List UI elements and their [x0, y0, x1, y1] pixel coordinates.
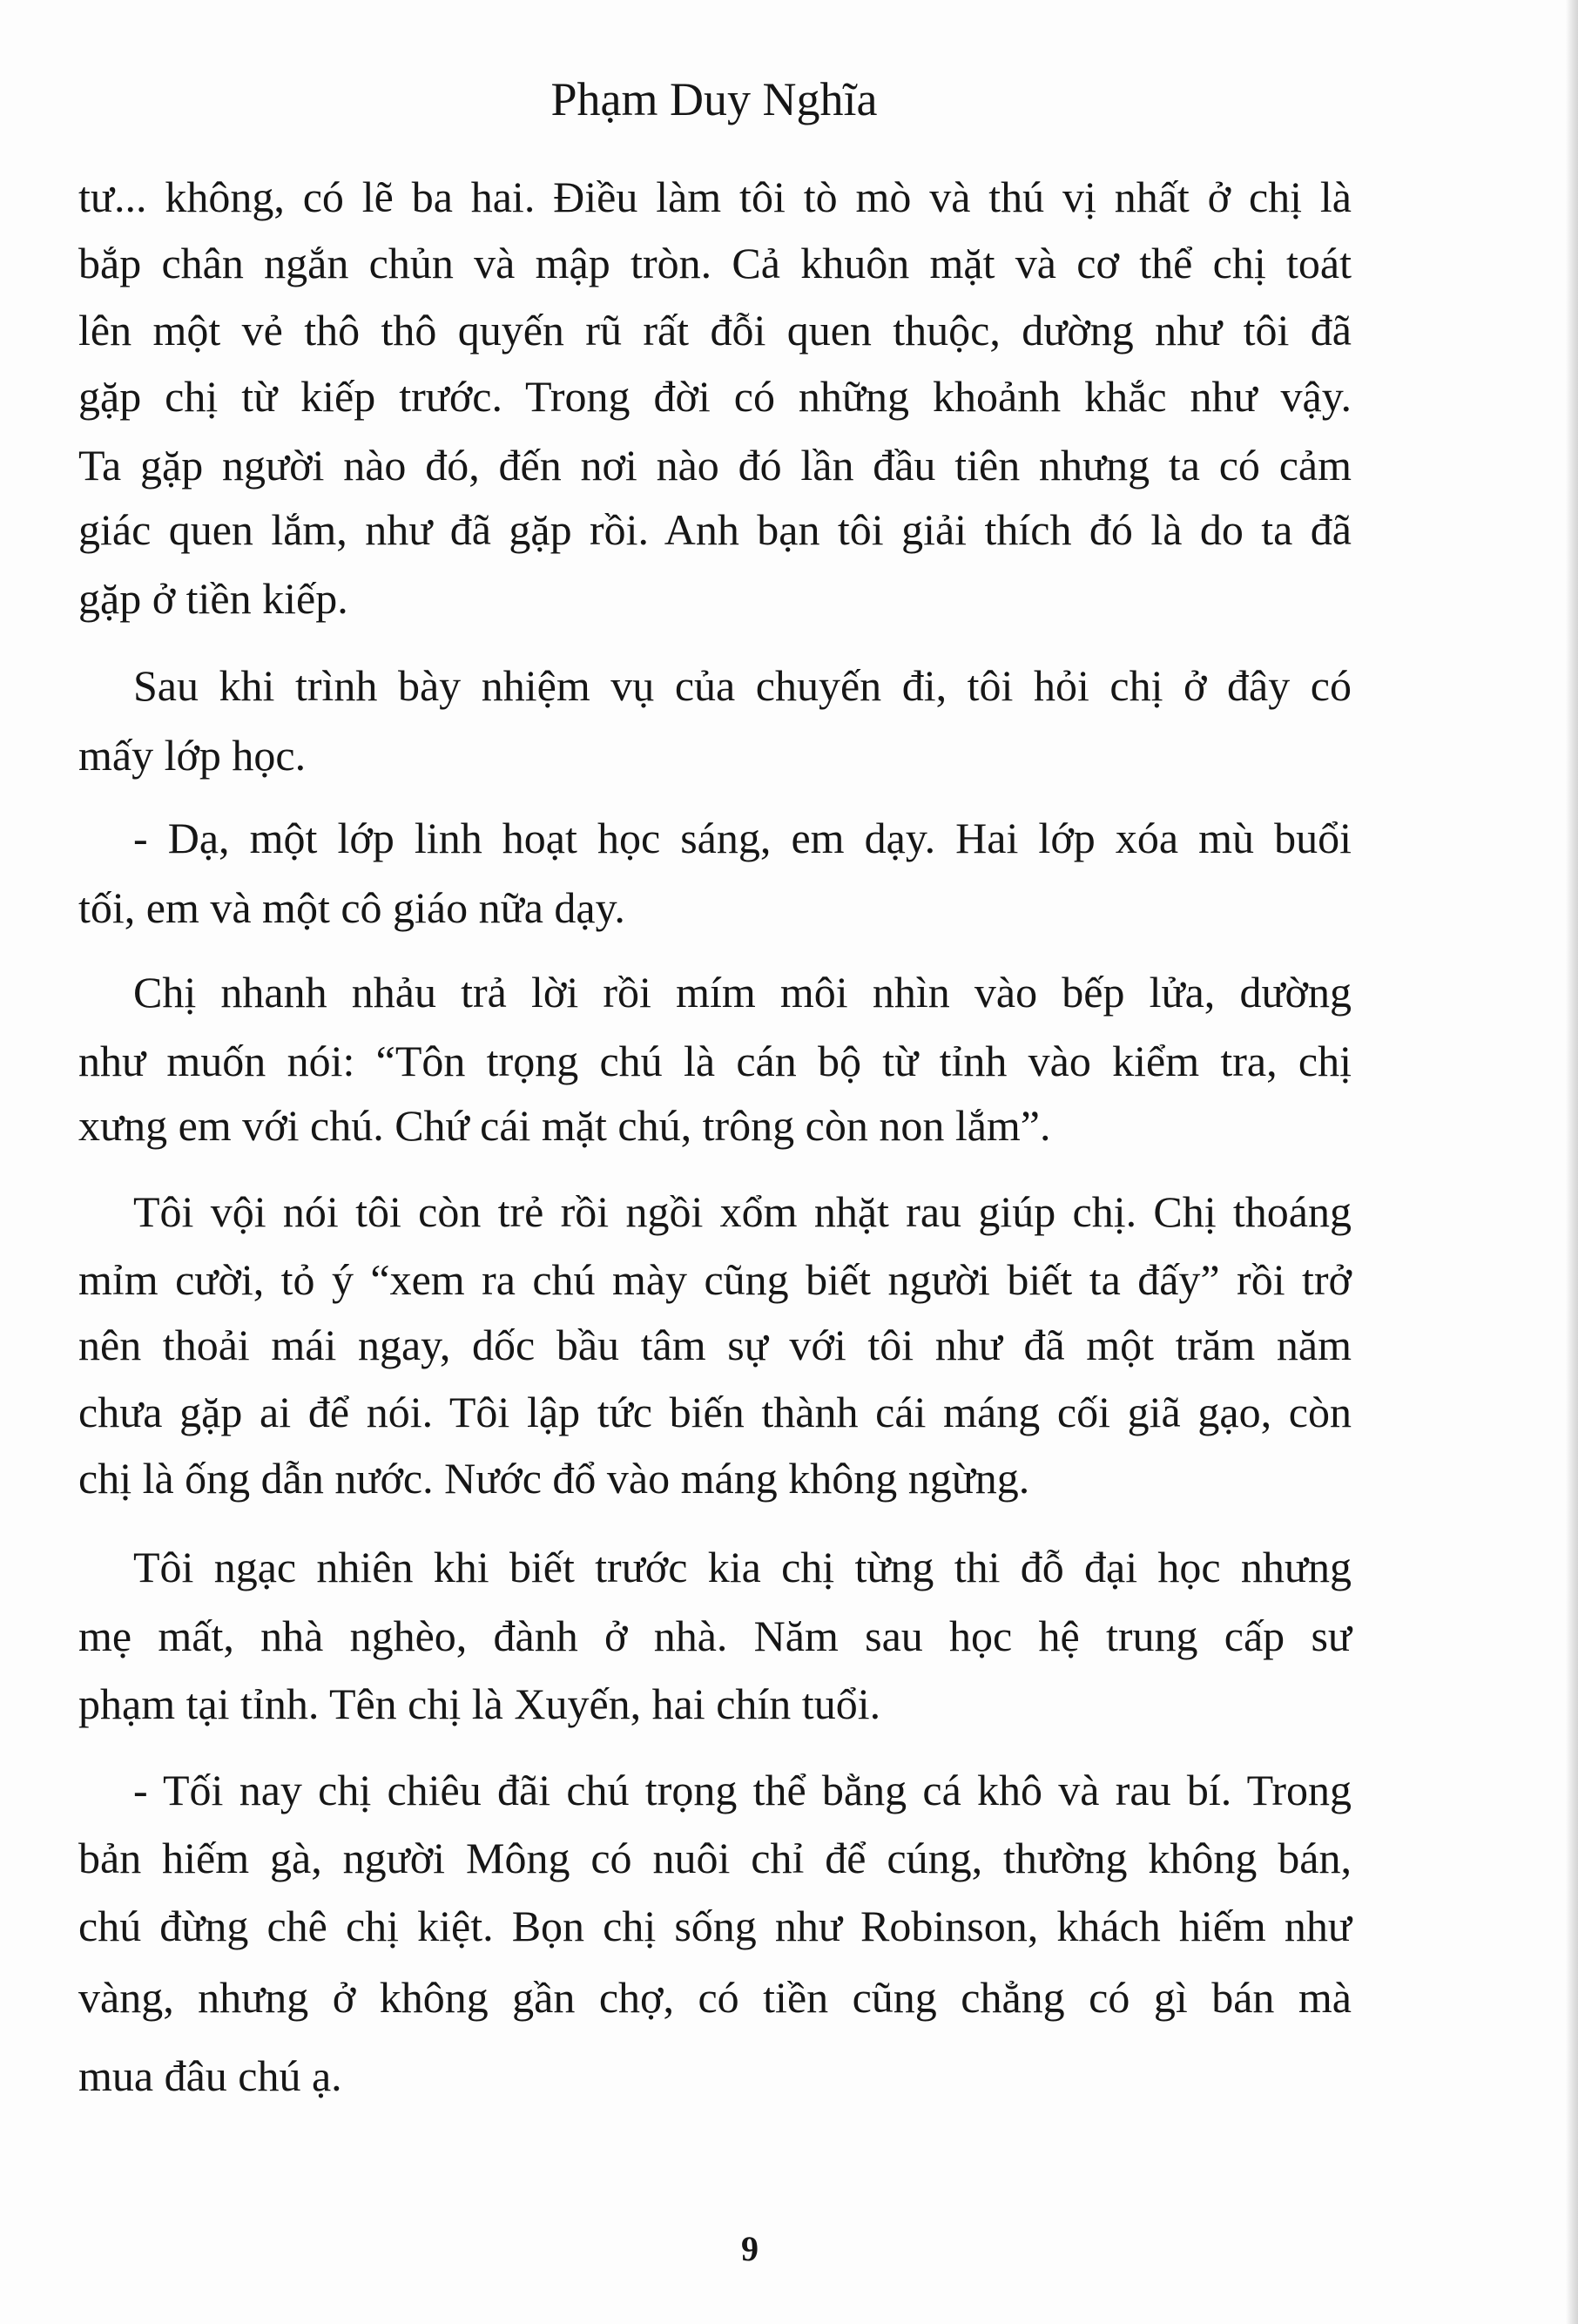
paragraph-7-line: chú đừng chê chị kiệt. Bọn chị sống như Robinson, khách hiếm như — [78, 1902, 1352, 1950]
paragraph-6-line: Tôi ngạc nhiên khi biết trước kia chị từng thi đỗ đại học nhưng — [133, 1543, 1352, 1591]
paragraph-5-line: chị là ống dẫn nước. Nước đổ vào máng không ngừng. — [78, 1454, 1030, 1503]
paragraph-1-line: bắp chân ngắn chủn và mập tròn. Cả khuôn mặt và cơ thể chị toát — [78, 239, 1352, 287]
paragraph-7-line: mua đâu chú ạ. — [78, 2051, 342, 2100]
running-header-author: Phạm Duy Nghĩa — [550, 73, 878, 125]
paragraph-5-line: nên thoải mái ngay, dốc bầu tâm sự với tôi như đã một trăm năm — [78, 1321, 1352, 1369]
paragraph-2-line: mấy lớp học. — [78, 731, 307, 780]
paragraph-4-line: xưng em với chú. Chứ cái mặt chú, trông còn non lắm”. — [78, 1101, 1051, 1150]
page-edge-shadow — [1566, 0, 1578, 2324]
paragraph-1-line: gặp chị từ kiếp trước. Trong đời có những khoảnh khắc như vậy. — [78, 372, 1352, 421]
paragraph-3-line: - Dạ, một lớp linh hoạt học sáng, em dạy. Hai lớp xóa mù buổi — [133, 814, 1352, 862]
paragraph-5-line: Tôi vội nói tôi còn trẻ rồi ngồi xổm nhặt rau giúp chị. Chị thoáng — [133, 1187, 1352, 1236]
page-number: 9 — [741, 2229, 759, 2268]
paragraph-2-line: Sau khi trình bày nhiệm vụ của chuyến đi, tôi hỏi chị ở đây có — [133, 661, 1352, 710]
paragraph-7-line: bản hiếm gà, người Mông có nuôi chỉ để cúng, thường không bán, — [78, 1834, 1352, 1882]
paragraph-5-line: mỉm cười, tỏ ý “xem ra chú mày cũng biết người biết ta đấy” rồi trở — [78, 1255, 1352, 1304]
paragraph-1-line: gặp ở tiền kiếp. — [78, 574, 348, 623]
paragraph-1-line: lên một vẻ thô thô quyến rũ rất đỗi quen thuộc, dường như tôi đã — [78, 306, 1352, 355]
paragraph-3-line: tối, em và một cô giáo nữa dạy. — [78, 883, 625, 932]
paragraph-6-line: mẹ mất, nhà nghèo, đành ở nhà. Năm sau học hệ trung cấp sư — [78, 1611, 1352, 1660]
paragraph-7-line: vàng, nhưng ở không gần chợ, có tiền cũng chẳng có gì bán mà — [78, 1973, 1352, 2022]
paragraph-7-line: - Tối nay chị chiêu đãi chú trọng thể bằng cá khô và rau bí. Trong — [133, 1766, 1352, 1814]
paragraph-4-line: Chị nhanh nhảu trả lời rồi mím môi nhìn vào bếp lửa, dường — [133, 968, 1352, 1017]
paragraph-1-line: Ta gặp người nào đó, đến nơi nào đó lần đầu tiên nhưng ta có cảm — [78, 441, 1352, 490]
paragraph-1-line: giác quen lắm, như đã gặp rồi. Anh bạn tôi giải thích đó là do ta đã — [78, 505, 1352, 554]
paragraph-6-line: phạm tại tỉnh. Tên chị là Xuyến, hai chín tuổi. — [78, 1679, 881, 1728]
paragraph-4-line: như muốn nói: “Tôn trọng chú là cán bộ từ tỉnh vào kiểm tra, chị — [78, 1037, 1352, 1085]
paragraph-5-line: chưa gặp ai để nói. Tôi lập tức biến thành cái máng cối giã gạo, còn — [78, 1388, 1352, 1436]
paragraph-1-line: tư... không, có lẽ ba hai. Điều làm tôi tò mò và thú vị nhất ở chị là — [78, 172, 1352, 221]
